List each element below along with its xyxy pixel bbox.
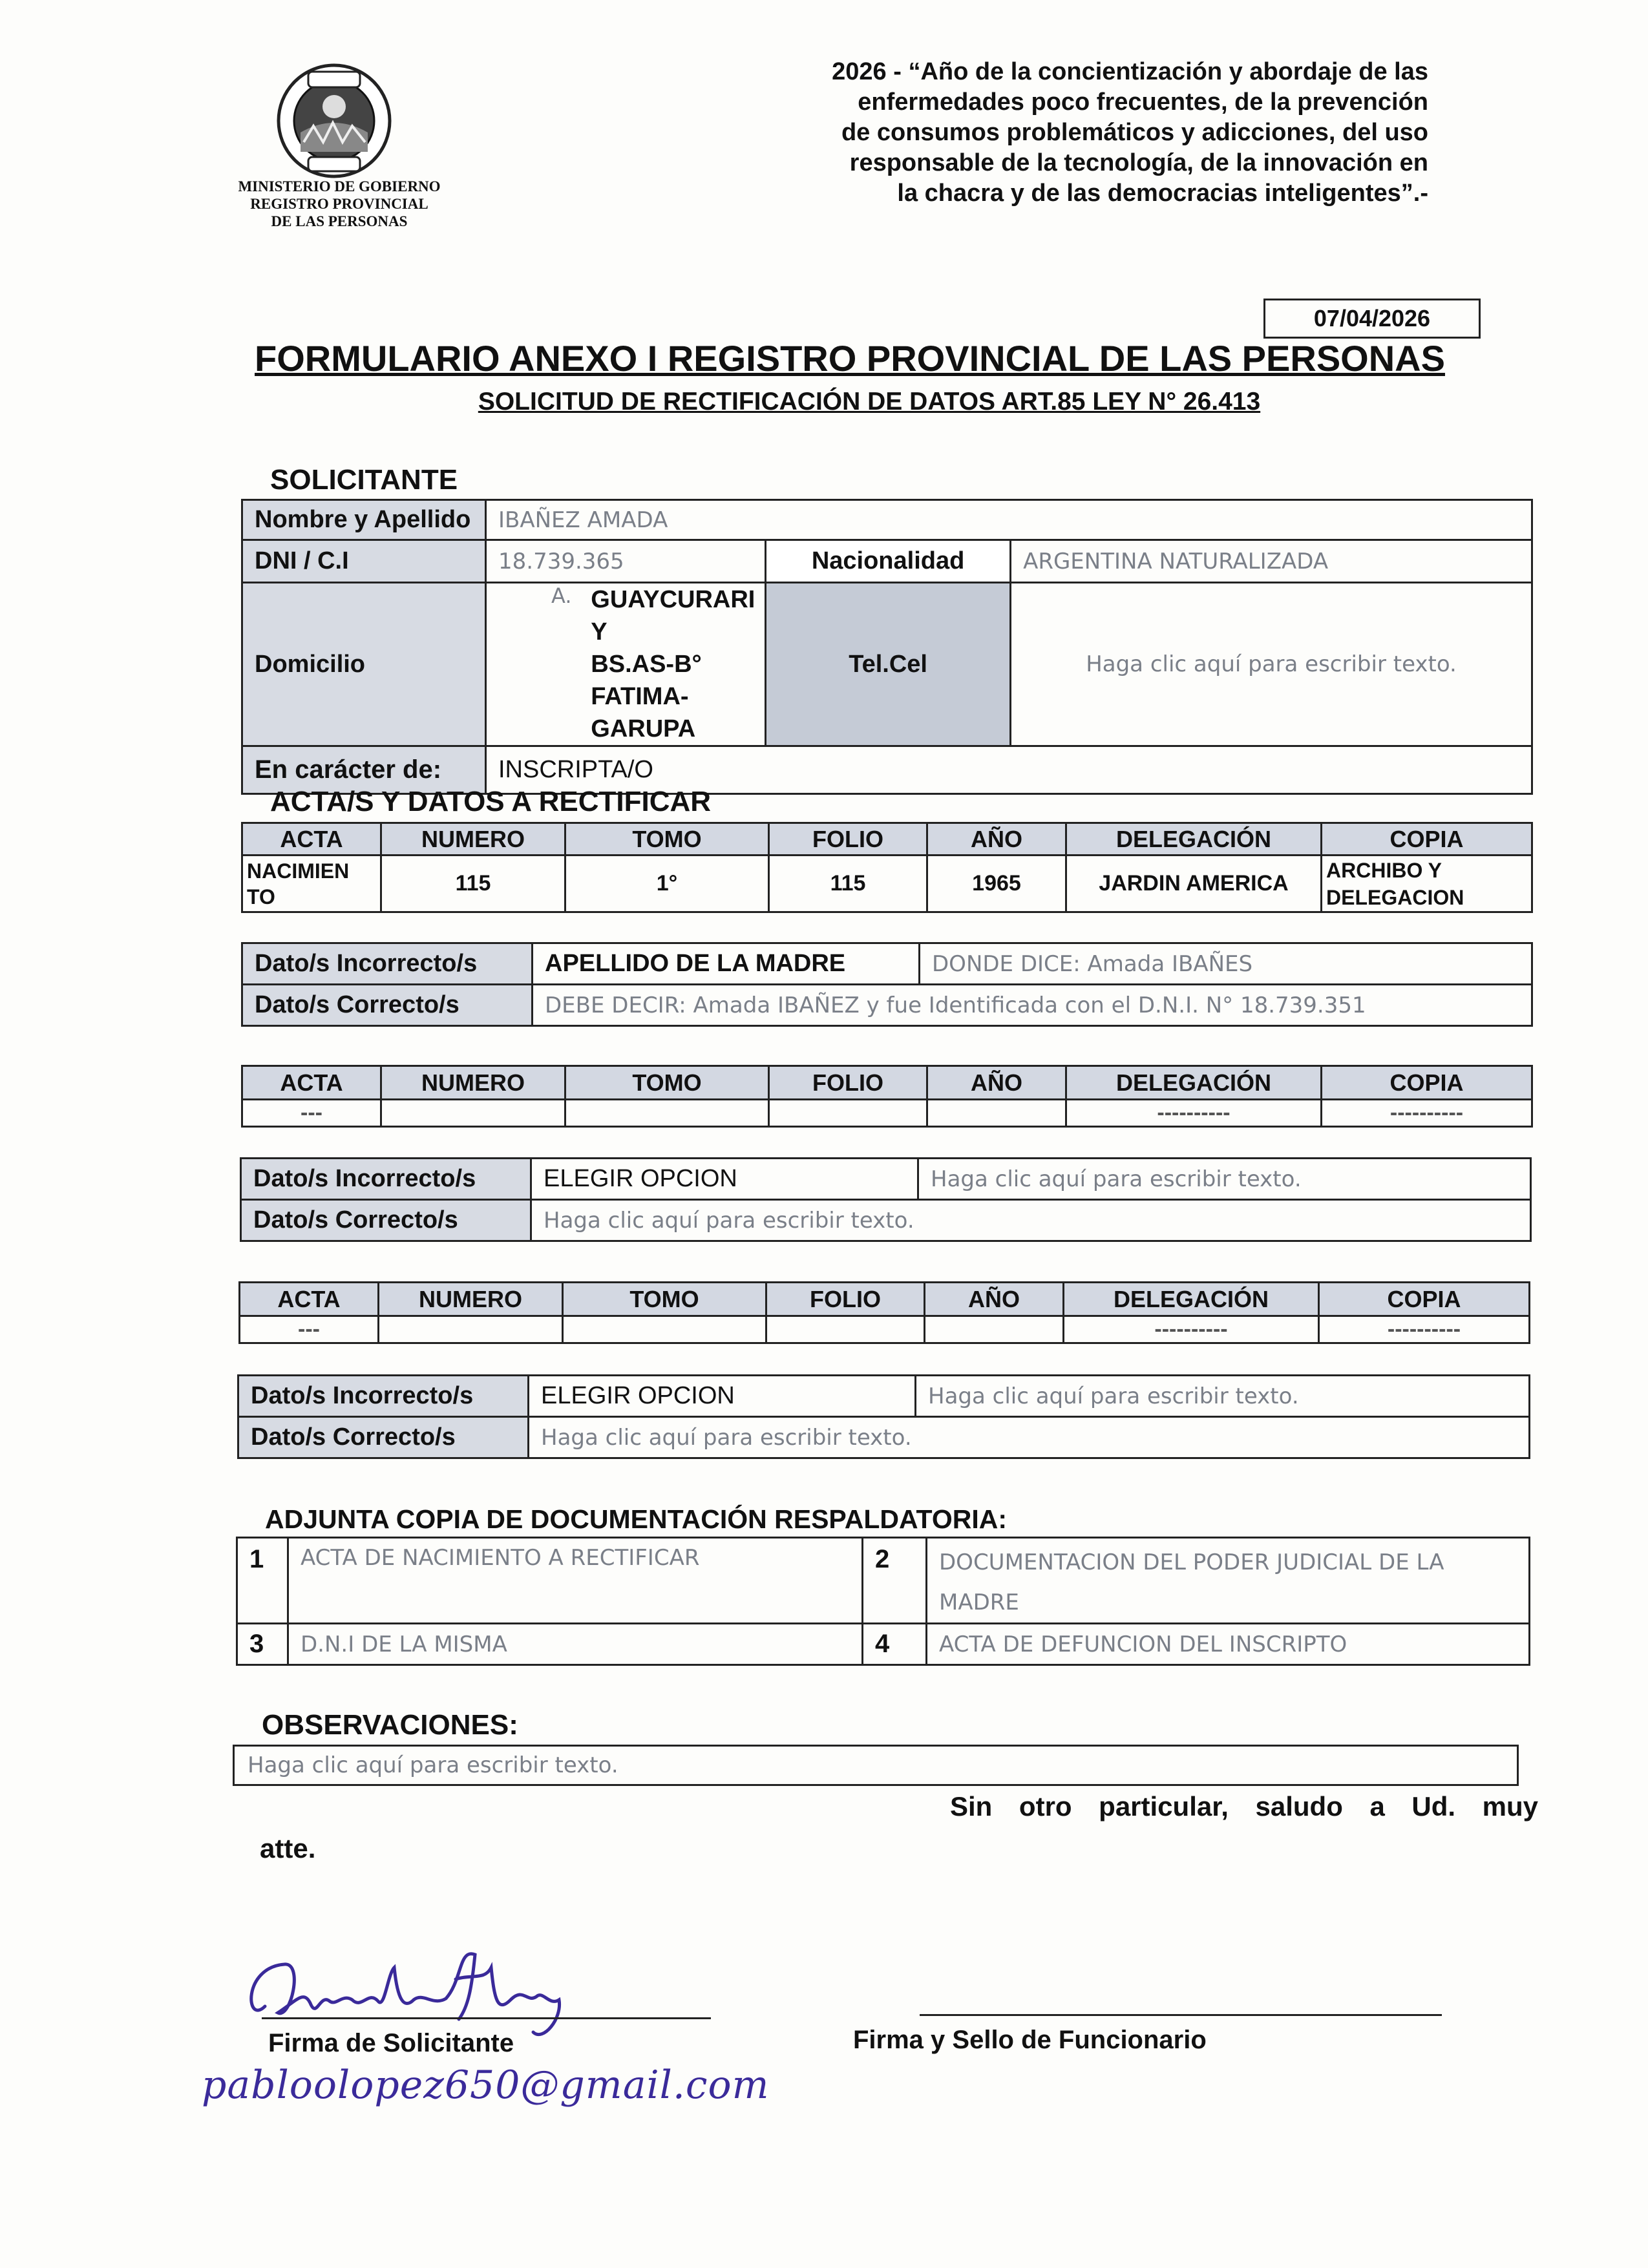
nacionalidad-field[interactable]: ARGENTINA NATURALIZADA [1011, 540, 1532, 583]
dato-table [237, 1374, 1530, 1459]
numero-cell[interactable]: 115 [381, 856, 565, 912]
anio-cell[interactable] [927, 1100, 1066, 1127]
doc-item[interactable]: DOCUMENTACION DEL PODER JUDICIAL DE LA MADRE [927, 1538, 1530, 1624]
doc-num: 4 [863, 1624, 927, 1665]
folio-cell[interactable] [769, 1100, 927, 1127]
acta-table [241, 1065, 1533, 1128]
funcionario-signature-line [920, 2014, 1442, 2016]
incorrecto-field[interactable]: DONDE DICE: Amada IBAÑES [920, 943, 1532, 985]
col-copia: COPIA [1322, 823, 1532, 856]
incorrecto-label: Dato/s Incorrecto/s [241, 1159, 531, 1200]
documentacion-table [236, 1537, 1530, 1666]
acta-line: TO [247, 885, 275, 908]
handwritten-email: pabloolopez650@gmail.com [202, 2063, 770, 2108]
solicitante-signature-label: Firma de Solicitante [268, 2029, 514, 2057]
delegacion-cell[interactable]: JARDIN AMERICA [1066, 856, 1322, 912]
folio-cell[interactable] [766, 1316, 925, 1343]
delegacion-cell[interactable]: ---------- [1064, 1316, 1319, 1343]
col-numero: NUMERO [379, 1283, 563, 1316]
col-anio: AÑO [925, 1283, 1064, 1316]
doc-num: 2 [863, 1538, 927, 1624]
closing-line-1: Sin otro particular, saludo a Ud. muy [950, 1791, 1538, 1822]
tomo-cell[interactable] [565, 1100, 769, 1127]
funcionario-signature-label: Firma y Sello de Funcionario [853, 2026, 1207, 2054]
col-folio: FOLIO [766, 1283, 925, 1316]
motto-line: enfermedades poco frecuentes, de la prevención [858, 89, 1428, 116]
col-copia: COPIA [1322, 1066, 1532, 1100]
caracter-label: En carácter de: [242, 746, 486, 794]
col-delegacion: DELEGACIÓN [1066, 1066, 1322, 1100]
solicitante-signature-line [262, 2017, 711, 2019]
correcto-field[interactable]: Haga clic aquí para escribir texto. [529, 1417, 1530, 1458]
col-numero: NUMERO [381, 823, 565, 856]
telcel-field[interactable]: Haga clic aquí para escribir texto. [1011, 583, 1532, 746]
doc-num: 1 [237, 1538, 288, 1624]
acta-line: NACIMIEN [247, 859, 350, 883]
copia-cell[interactable] [1322, 856, 1532, 912]
motto-line: de consumos problemáticos y adicciones, del uso [841, 119, 1428, 146]
anio-cell[interactable]: 1965 [927, 856, 1066, 912]
domicilio-line: BS.AS-B° FATIMA- [591, 651, 702, 710]
correcto-field[interactable]: DEBE DECIR: Amada IBAÑEZ y fue Identificada con el D.N.I. N° 18.739.351 [533, 985, 1532, 1026]
copia-cell[interactable]: ---------- [1322, 1100, 1532, 1127]
section-title-observaciones: OBSERVACIONES: [262, 1709, 518, 1741]
col-folio: FOLIO [769, 823, 927, 856]
col-numero: NUMERO [381, 1066, 565, 1100]
motto-line: 2026 - “Año de la concientización y abordaje de las [832, 58, 1428, 85]
dato-table [240, 1157, 1532, 1242]
col-tomo: TOMO [563, 1283, 766, 1316]
domicilio-line: GARUPA [591, 715, 696, 742]
motto-line: la chacra y de las democracias inteligentes”.- [897, 180, 1428, 207]
numero-cell[interactable] [381, 1100, 565, 1127]
col-anio: AÑO [927, 823, 1066, 856]
dni-label: DNI / C.I [242, 540, 486, 583]
incorrecto-label: Dato/s Incorrecto/s [238, 1376, 529, 1417]
ministry-line: REGISTRO PROVINCIAL [250, 196, 428, 212]
incorrecto-field[interactable]: Haga clic aquí para escribir texto. [916, 1376, 1530, 1417]
tomo-cell[interactable]: 1° [565, 856, 769, 912]
incorrecto-option[interactable]: ELEGIR OPCION [529, 1376, 916, 1417]
domicilio-prefix: A. [551, 583, 572, 608]
nacionalidad-label: Nacionalidad [766, 540, 1011, 583]
page-subtitle: SOLICITUD DE RECTIFICACIÓN DE DATOS ART.85 LEY N° 26.413 [478, 388, 1261, 415]
copia-line: DELEGACION [1326, 885, 1464, 909]
col-folio: FOLIO [769, 1066, 927, 1100]
solicitante-table [241, 499, 1533, 795]
folio-cell[interactable]: 115 [769, 856, 927, 912]
correcto-label: Dato/s Correcto/s [238, 1417, 529, 1458]
doc-item[interactable]: ACTA DE NACIMIENTO A RECTIFICAR [288, 1538, 863, 1624]
col-acta: ACTA [242, 823, 381, 856]
ministry-line: DE LAS PERSONAS [271, 213, 408, 229]
col-copia: COPIA [1319, 1283, 1530, 1316]
acta-cell[interactable]: --- [240, 1316, 379, 1343]
year-motto [653, 57, 1428, 209]
page-title: FORMULARIO ANEXO I REGISTRO PROVINCIAL DE LAS PERSONAS [255, 338, 1445, 379]
dni-field[interactable]: 18.739.365 [486, 540, 766, 583]
acta-cell[interactable]: --- [242, 1100, 381, 1127]
closing-line-2: atte. [260, 1833, 316, 1864]
domicilio-line: GUAYCURARI Y [591, 586, 755, 646]
col-anio: AÑO [927, 1066, 1066, 1100]
domicilio-label: Domicilio [242, 583, 486, 746]
incorrecto-label: Dato/s Incorrecto/s [242, 943, 533, 985]
section-title-solicitante: SOLICITANTE [270, 464, 458, 496]
ministry-block [223, 178, 456, 230]
col-acta: ACTA [242, 1066, 381, 1100]
doc-num: 3 [237, 1624, 288, 1665]
incorrecto-option[interactable]: APELLIDO DE LA MADRE [533, 943, 920, 985]
domicilio-field[interactable] [486, 583, 766, 746]
col-delegacion: DELEGACIÓN [1064, 1283, 1319, 1316]
ministry-line: MINISTERIO DE GOBIERNO [238, 178, 441, 194]
solicitante-signature [239, 1929, 666, 2042]
col-tomo: TOMO [565, 823, 769, 856]
incorrecto-field[interactable]: Haga clic aquí para escribir texto. [918, 1159, 1531, 1200]
correcto-label: Dato/s Correcto/s [241, 1200, 531, 1241]
correcto-label: Dato/s Correcto/s [242, 985, 533, 1026]
telcel-label: Tel.Cel [766, 583, 1011, 746]
doc-item[interactable]: ACTA DE DEFUNCION DEL INSCRIPTO [927, 1624, 1530, 1665]
motto-line: responsable de la tecnología, de la innovación en [849, 149, 1428, 176]
delegacion-cell[interactable]: ---------- [1066, 1100, 1322, 1127]
copia-cell[interactable]: ---------- [1319, 1316, 1530, 1343]
incorrecto-option[interactable]: ELEGIR OPCION [531, 1159, 918, 1200]
seal-icon [275, 61, 394, 181]
acta-cell[interactable] [242, 856, 381, 912]
nombre-label: Nombre y Apellido [242, 500, 486, 540]
col-tomo: TOMO [565, 1066, 769, 1100]
date-box: 07/04/2026 [1263, 299, 1481, 339]
numero-cell[interactable] [379, 1316, 563, 1343]
doc-item[interactable]: D.N.I DE LA MISMA [288, 1624, 863, 1665]
acta-table [238, 1281, 1530, 1344]
anio-cell[interactable] [925, 1316, 1064, 1343]
col-acta: ACTA [240, 1283, 379, 1316]
observaciones-field[interactable]: Haga clic aquí para escribir texto. [233, 1745, 1519, 1786]
correcto-field[interactable]: Haga clic aquí para escribir texto. [531, 1200, 1531, 1241]
nombre-field[interactable]: IBAÑEZ AMADA [486, 500, 1532, 540]
section-title-actas: ACTA/S Y DATOS A RECTIFICAR [270, 786, 712, 817]
acta-table [241, 822, 1533, 913]
section-title-documentacion: ADJUNTA COPIA DE DOCUMENTACIÓN RESPALDATORIA: [265, 1504, 1007, 1534]
tomo-cell[interactable] [563, 1316, 766, 1343]
copia-line: ARCHIBO Y [1326, 858, 1442, 882]
col-delegacion: DELEGACIÓN [1066, 823, 1322, 856]
caracter-field[interactable]: INSCRIPTA/O [486, 746, 1532, 794]
dato-table [241, 942, 1533, 1027]
